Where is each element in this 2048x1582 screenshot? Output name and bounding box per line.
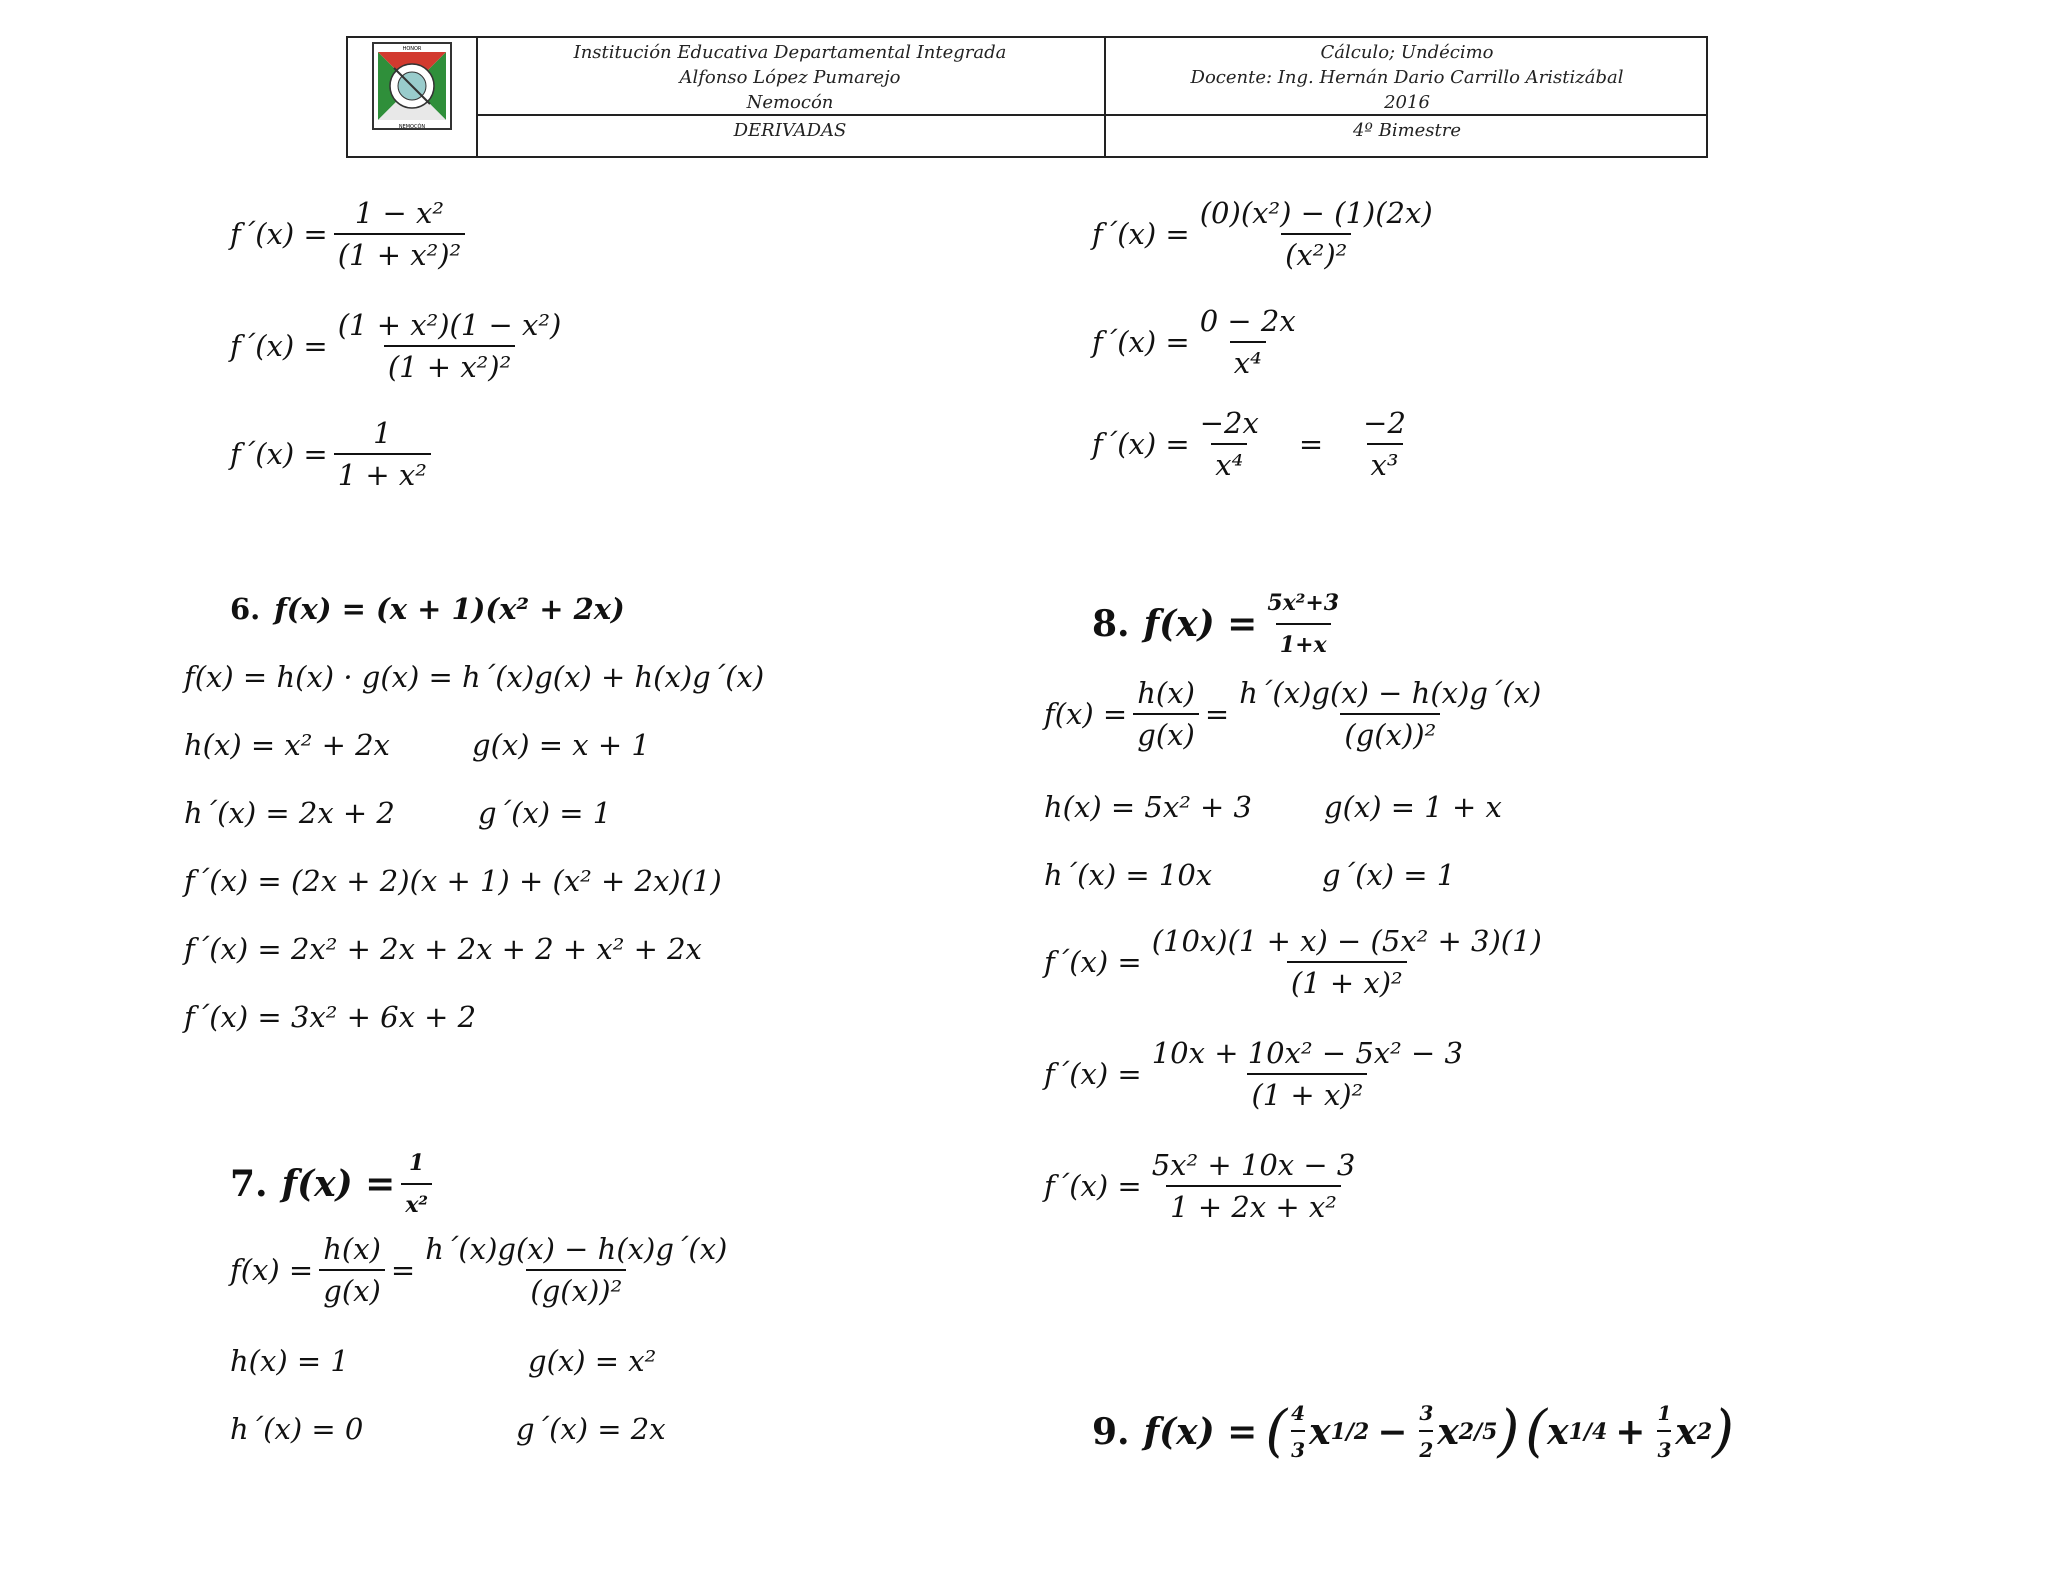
p8-step-2: f´(x) = $\frac{\text{10x + 10x² − 5x² − 3}}{\text{(1 + x)²}}$ xyxy=(1044,1036,1463,1112)
left-top-line-2: f´(x) = $\frac{\text{(1 + x²)(1 − x²)}}{\text{(1 + x²)²}}$ xyxy=(230,308,562,384)
p6-g: g(x) = x + 1 xyxy=(472,728,650,762)
topic-title: DERIVADAS xyxy=(733,120,847,141)
left-top-line-1: f´(x) = $\frac{\text{1 − x²}}{\text{(1 + x²)²}}$ xyxy=(230,196,471,272)
p7-quotient-rule: f(x) = $\frac{h(x)}{g(x)}$ = $\frac{h´(x)g(x) - h(x)g´(x)}{\text{(g(x))²}}$ xyxy=(230,1232,728,1308)
p8-g-prime: g´(x) = 1 xyxy=(1322,858,1456,892)
school-logo xyxy=(372,42,452,130)
problem-6-title: 6. f(x) = (x + 1)(x² + 2x) xyxy=(230,592,625,626)
p7-h: h(x) = 1 xyxy=(230,1344,349,1378)
p7-g: g(x) = x² xyxy=(528,1344,657,1378)
problem-9-title: 9. f(x) = ( 4 3 x 1/2 − $\frac{3}{2}$ x 2/5 ) ( x 1/4 + $\frac{1}{3}$ x 2 ) xyxy=(1092,1396,1734,1467)
left-top-line-3: f´(x) = $\frac{1}{\text{1 + x²}}$ xyxy=(230,416,437,492)
p8-g: g(x) = 1 + x xyxy=(1324,790,1502,824)
p8-result: f´(x) = $\frac{\text{5x² + 10x − 3}}{\text{1 + 2x + x²}}$ xyxy=(1044,1148,1356,1224)
right-top-line-1: f´(x) = $\frac{\text{(0)(x²) − (1)(2x)}}{\text{(x²)²}}$ xyxy=(1092,196,1433,272)
header-table xyxy=(346,36,1708,158)
right-top-line-2: f´(x) = $\frac{0 - 2x}{\text{x⁴}}$ xyxy=(1092,304,1296,380)
period-label: 4º Bimestre xyxy=(1352,120,1462,141)
p8-h: h(x) = 5x² + 3 xyxy=(1044,790,1253,824)
p6-step-2: f´(x) = 2x² + 2x + 2x + 2 + x² + 2x xyxy=(184,932,702,966)
p6-result: f´(x) = 3x² + 6x + 2 xyxy=(184,1000,477,1034)
p6-g-prime: g´(x) = 1 xyxy=(478,796,612,830)
p8-quotient-rule: f(x) = $\frac{h(x)}{g(x)}$ = $\frac{h´(x)g(x) - h(x)g´(x)}{\text{(g(x))²}}$ xyxy=(1044,676,1542,752)
p7-h-prime: h´(x) = 0 xyxy=(230,1412,364,1446)
problem-7-title: 7. f(x) = $\frac{1}{\text{x²}}$ xyxy=(230,1146,438,1222)
svg-text:NEMOCÓN: NEMOCÓN xyxy=(398,124,426,130)
problem-8-title: 8. f(x) = $\frac{\text{5x²+3}}{1+x}$ xyxy=(1092,586,1349,662)
right-top-line-3: f´(x) = $\frac{-2x}{\text{x⁴}}$ = $\frac{-2}{\text{x³}}$ xyxy=(1092,406,1406,482)
institution-name: Institución Educativa Departamental Integrada Alfonso López Pumarejo Nemocón xyxy=(573,42,1007,113)
p6-h: h(x) = x² + 2x xyxy=(184,728,390,762)
p8-h-prime: h´(x) = 10x xyxy=(1044,858,1213,892)
p6-h-prime: h´(x) = 2x + 2 xyxy=(184,796,395,830)
p6-step-1: f´(x) = (2x + 2)(x + 1) + (x² + 2x)(1) xyxy=(184,864,722,898)
p7-g-prime: g´(x) = 2x xyxy=(516,1412,666,1446)
svg-text:HONOR: HONOR xyxy=(402,46,422,52)
course-info: Cálculo; Undécimo Docente: Ing. Hernán Dario Carrillo Aristizábal 2016 xyxy=(1190,42,1624,113)
p8-step-1: f´(x) = $\frac{\text{(10x)(1 + x) − (5x² + 3)(1)}}{\text{(1 + x)²}}$ xyxy=(1044,924,1542,1000)
p6-rule: f(x) = h(x) · g(x) = h´(x)g(x) + h(x)g´(x) xyxy=(184,660,765,694)
